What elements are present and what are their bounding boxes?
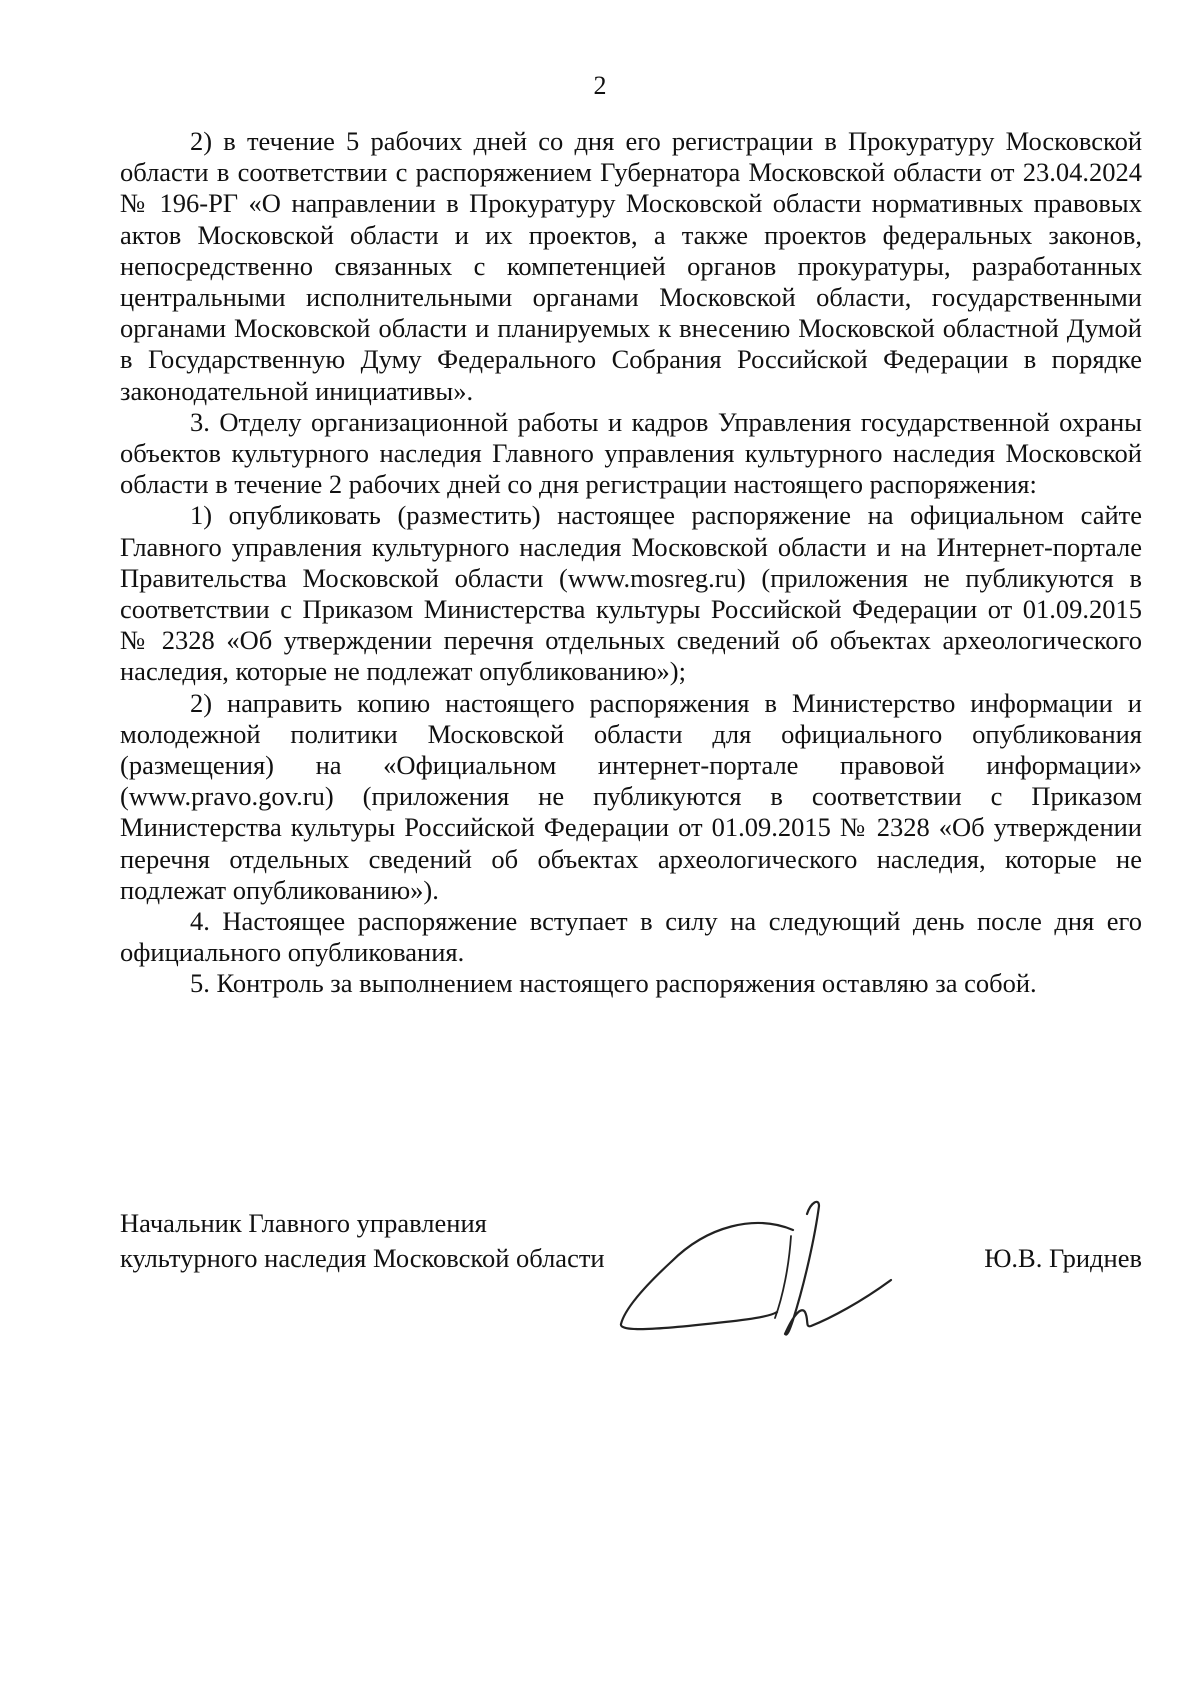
signature-stroke-loop bbox=[621, 1223, 793, 1329]
signatory-title-line-1: Начальник Главного управления bbox=[120, 1208, 487, 1238]
signature-stroke-inner bbox=[775, 1236, 791, 1318]
paragraph-subitem-2: 2) направить копию настоящего распоряжения в Министерство информации и молодежной политики Московской области для официального опубликования (размещения) на «Официальном интернет-портале правовой информации» (www.pravo.gov.ru) (приложения не публикуются в соответствии с Приказом Министерства культуры Российской Федерации от 01.09.2015 № 2328 «Об утверждении перечня отдельных сведений об объектах археологического наследия, которые не подлежат опубликованию»). bbox=[120, 687, 1142, 905]
signatory-title-line-2: культурного наследия Московской области bbox=[120, 1243, 605, 1273]
signatory-title bbox=[120, 1206, 605, 1276]
paragraph-item-3: 3. Отделу организационной работы и кадров Управления государственной охраны объектов культурного наследия Главного управления культурного наследия Московской области в течение 2 рабочих дней со дня регистрации настоящего распоряжения: bbox=[120, 406, 1142, 500]
signatory-name: Ю.В. Гриднев bbox=[984, 1243, 1142, 1273]
paragraph-subitem-1: 1) опубликовать (разместить) настоящее распоряжение на официальном сайте Главного управления культурного наследия Московской области и на Интернет-портале Правительства Московской области (www.mosreg.ru) (приложения не публикуются в соответствии с Приказом Министерства культуры Российской Федерации от 01.09.2015 № 2328 «Об утверждении перечня отдельных сведений об объектах археологического наследия, которые не подлежат опубликованию»); bbox=[120, 500, 1142, 687]
paragraph-item-5: 5. Контроль за выполнением настоящего распоряжения оставляю за собой. bbox=[190, 968, 1037, 999]
paragraph-item-4: 4. Настоящее распоряжение вступает в силу на следующий день после дня его официального опубликования. bbox=[120, 906, 1142, 968]
handwritten-signature bbox=[615, 1196, 935, 1336]
document-body bbox=[120, 126, 1142, 1000]
paragraph-item-2: 2) в течение 5 рабочих дней со дня его регистрации в Прокуратуру Московской области в соответствии с распоряжением Губернатора Московской области от 23.04.2024 № 196-РГ «О направлении в Прокуратуру Московской области нормативных правовых актов Московской области и их проектов, а также проектов федеральных законов, непосредственно связанных с компетенцией органов прокуратуры, разработанных центральными исполнительными органами Московской области, государственными органами Московской области и планируемых к внесению Московской областной Думой в Государственную Думу Федерального Собрания Российской Федерации в порядке законодательной инициативы». bbox=[120, 126, 1142, 406]
page-number: 2 bbox=[593, 71, 607, 100]
signature-stroke-vertical bbox=[785, 1202, 891, 1335]
